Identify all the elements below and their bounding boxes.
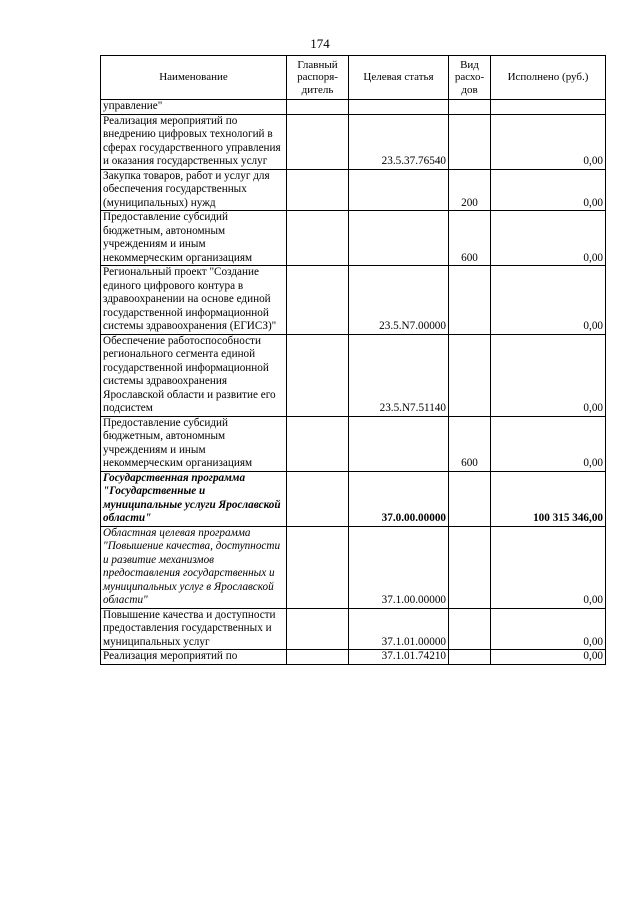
cell-name: Обеспечение работоспособности регионального сегмента единой государственной информационной системы здравоохранения Ярославской области и развитие его подсистем [101, 334, 287, 416]
header-admin: Главный распоря-дитель [287, 56, 349, 100]
table-body [101, 100, 606, 665]
cell-target [349, 416, 449, 471]
table-header-row [101, 56, 606, 100]
cell-name: Предоставление субсидий бюджетным, автономным учреждениям и иным некоммерческим организациям [101, 416, 287, 471]
cell-kind: 600 [449, 211, 491, 266]
cell-admin [287, 416, 349, 471]
cell-name: Областная целевая программа "Повышение качества, доступности и развитие механизмов предоставления государственных и муниципальных услуг в Ярославской области" [101, 526, 287, 608]
cell-target: 23.5.37.76540 [349, 114, 449, 169]
cell-admin [287, 114, 349, 169]
page-number: 174 [310, 36, 330, 51]
cell-admin [287, 608, 349, 650]
budget-table [100, 55, 606, 665]
cell-amount: 0,00 [491, 416, 606, 471]
cell-amount: 0,00 [491, 169, 606, 211]
cell-kind [449, 334, 491, 416]
cell-kind: 200 [449, 169, 491, 211]
cell-admin [287, 266, 349, 335]
cell-name: управление" [101, 100, 287, 115]
cell-kind [449, 471, 491, 526]
cell-kind [449, 114, 491, 169]
cell-amount: 0,00 [491, 650, 606, 665]
cell-amount: 0,00 [491, 334, 606, 416]
table-row [101, 169, 606, 211]
cell-name: Региональный проект "Создание единого цифрового контура в здравоохранении на основе единой государственной информационной системы здравоохранения (ЕГИСЗ)" [101, 266, 287, 335]
cell-kind [449, 100, 491, 115]
cell-admin [287, 211, 349, 266]
header-target: Целевая статья [349, 56, 449, 100]
cell-amount: 0,00 [491, 114, 606, 169]
cell-admin [287, 650, 349, 665]
cell-target [349, 211, 449, 266]
cell-kind [449, 266, 491, 335]
table-row [101, 526, 606, 608]
cell-amount: 0,00 [491, 526, 606, 608]
cell-amount: 0,00 [491, 266, 606, 335]
table-row [101, 114, 606, 169]
table-row [101, 334, 606, 416]
cell-name: Повышение качества и доступности предоставления государственных и муниципальных услуг [101, 608, 287, 650]
cell-amount [491, 100, 606, 115]
cell-admin [287, 100, 349, 115]
table-row [101, 471, 606, 526]
table-row [101, 650, 606, 665]
cell-amount: 0,00 [491, 211, 606, 266]
cell-admin [287, 471, 349, 526]
cell-name: Закупка товаров, работ и услуг для обеспечения государственных (муниципальных) нужд [101, 169, 287, 211]
cell-target: 37.1.00.00000 [349, 526, 449, 608]
header-executed: Исполнено (руб.) [491, 56, 606, 100]
cell-target: 23.5.N7.51140 [349, 334, 449, 416]
cell-kind [449, 526, 491, 608]
table-row [101, 211, 606, 266]
cell-name: Предоставление субсидий бюджетным, автономным учреждениям и иным некоммерческим организациям [101, 211, 287, 266]
cell-target [349, 169, 449, 211]
cell-target [349, 100, 449, 115]
cell-kind: 600 [449, 416, 491, 471]
cell-amount: 0,00 [491, 608, 606, 650]
cell-admin [287, 334, 349, 416]
table-row [101, 416, 606, 471]
cell-kind [449, 650, 491, 665]
cell-kind [449, 608, 491, 650]
cell-name: Реализация мероприятий по внедрению цифровых технологий в сферах государственного управления и оказания государственных услуг [101, 114, 287, 169]
cell-name: Реализация мероприятий по [101, 650, 287, 665]
cell-target: 37.1.01.74210 [349, 650, 449, 665]
table-row [101, 266, 606, 335]
cell-admin [287, 526, 349, 608]
header-kind: Вид расхо-дов [449, 56, 491, 100]
table-row [101, 100, 606, 115]
cell-target: 37.0.00.00000 [349, 471, 449, 526]
cell-amount: 100 315 346,00 [491, 471, 606, 526]
cell-name: Государственная программа "Государственные и муниципальные услуги Ярославской области" [101, 471, 287, 526]
cell-target: 23.5.N7.00000 [349, 266, 449, 335]
cell-target: 37.1.01.00000 [349, 608, 449, 650]
table-row [101, 608, 606, 650]
cell-admin [287, 169, 349, 211]
header-name: Наименование [101, 56, 287, 100]
